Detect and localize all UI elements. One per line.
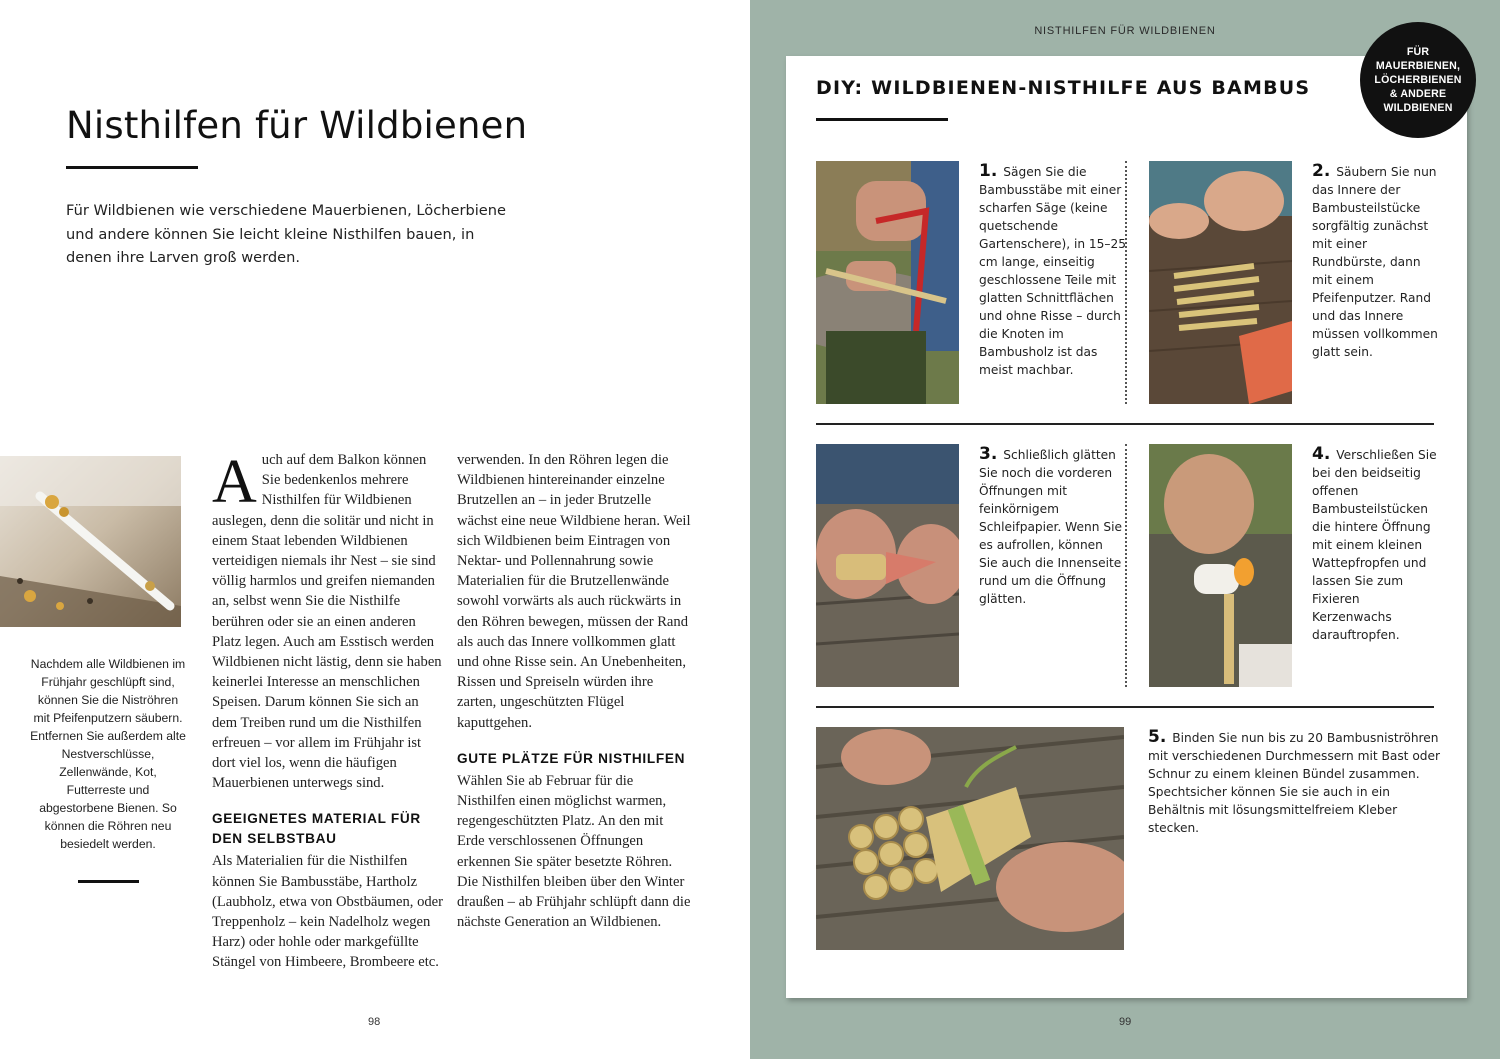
step-1-photo bbox=[816, 161, 959, 404]
step-5-photo bbox=[816, 727, 1124, 950]
subhead-places: GUTE PLÄTZE FÜR NISTHILFEN bbox=[457, 750, 686, 766]
intro-text: Für Wildbienen wie verschiedene Mauerbienen, Löcherbiene und andere können Sie leicht kleine Nisthilfen bauen, in denen ihre Larven groß werden. bbox=[66, 202, 507, 266]
row-divider-1 bbox=[816, 423, 1434, 425]
step-2-number: 2. bbox=[1312, 161, 1331, 181]
page-number-right: 99 bbox=[1119, 1016, 1132, 1028]
step-4-photo bbox=[1149, 444, 1292, 687]
step-4-number: 4. bbox=[1312, 444, 1331, 464]
step-5-text bbox=[1148, 728, 1448, 837]
step-2-photo bbox=[1149, 161, 1292, 404]
step-2-text bbox=[1312, 162, 1442, 361]
step-3-photo bbox=[816, 444, 959, 687]
step-5-number: 5. bbox=[1148, 727, 1167, 747]
bee-nest-photo bbox=[0, 456, 181, 627]
step-1-text bbox=[979, 162, 1127, 379]
page-number-left: 98 bbox=[368, 1016, 381, 1028]
step-3-description: Schließlich glätten Sie noch die vorderen Öffnungen mit feinkörnigem Schleifpapier. Wenn Sie es aufrollen, können Sie auch die Innenseite rund um die Öffnung glätten. bbox=[979, 448, 1122, 606]
step-3-number: 3. bbox=[979, 444, 998, 464]
body-column-1 bbox=[212, 450, 446, 973]
step-5-description: Binden Sie nun bis zu 20 Bambusniströhren mit verschiedenen Durchmessern mit Bast oder Schnur zu einem kleinen Bündel zusammen. Spechtsicher können Sie sie auch in ein Behältnis mit lösungsmittelfreiem Kleber stecken. bbox=[1148, 731, 1441, 835]
diy-title: DIY: WILDBIENEN-NISTHILFE AUS BAMBUS bbox=[816, 77, 1311, 99]
caption-rule bbox=[78, 880, 139, 883]
diy-title-rule bbox=[816, 118, 948, 121]
dotted-divider bbox=[1125, 161, 1127, 404]
dropcap: A bbox=[212, 448, 257, 516]
subhead-material: GEEIGNETES MATERIAL FÜR DEN SELBSTBAU bbox=[212, 811, 421, 847]
body-paragraph-3: Wählen Sie ab Februar für die Nisthilfen einen möglichst warmen, regengeschützten Platz. An den mit Erde verschlossenen Öffnungen erkennen Sie später besetzte Röhren. Die Nisthilfen bleiben über den Winter draußen – ab Frühjahr schlüpft dann die nächste Generation an Wildbienen. bbox=[457, 772, 691, 931]
title-rule bbox=[66, 166, 198, 169]
target-badge: FÜR MAUERBIENEN, LÖCHERBIENEN & ANDERE WILDBIENEN bbox=[1360, 22, 1476, 138]
step-4-description: Verschließen Sie bei den beidseitig offenen Bambusteilstücken die hintere Öffnung mit einem kleinen Wattepfropfen und lassen Sie zum Fixieren Kerzenwachs darauftropfen. bbox=[1312, 448, 1437, 642]
photo-caption: Nachdem alle Wildbienen im Frühjahr geschlüpft sind, können Sie die Niströhren mit Pfeifenputzern säubern. Entfernen Sie außerdem alte Nestverschlüsse, Zellenwände, Kot, Futterreste und abgestorbene Bienen. So können die Röhren neu besiedelt werden. bbox=[30, 657, 186, 851]
diy-card bbox=[786, 46, 1467, 998]
step-2-description: Säubern Sie nun das Innere der Bambusteilstücke sorgfältig zunächst mit einer Rundbürste, dann mit einem Pfeifenputzer. Rand und das Innere müssen vollkommen glatt sein. bbox=[1312, 165, 1438, 359]
right-page bbox=[750, 0, 1500, 1059]
dotted-divider bbox=[1125, 444, 1127, 687]
body-paragraph-2-continued: verwenden. In den Röhren legen die Wildbienen hintereinander einzelne Brutzellen an – in jeder Brutzelle wächst eine neue Wildbiene heran. Weil sich Wildbienen beim Eintragen von Nektar- und Pollennahrung sowie Materialien für die Brutzellenwände sowohl vorwärts als auch rückwärts in den Röhren bewegen, müssen der Rand als auch das Innere vollkommen glatt und ohne Risse sein. An Unebenheiten, Rissen und Spreiseln würden ihre zarten, ungeschützten Flügel kaputtgehen. bbox=[457, 452, 691, 731]
step-3-text bbox=[979, 445, 1124, 608]
body-paragraph-1: uch auf dem Balkon können Sie bedenkenlos mehrere Nisthilfen für Wildbienen auslegen, denn die solitär und nicht in einem Staat lebenden Wildbienen verteidigen niemals ihr Nest – sie sind völlig harmlos und greifen niemanden an, selbst wenn Sie die Nisthilfe berühren oder sie an einen anderen Platz legen. Auch am Esstisch werden Wildbienen nicht lästig, denn sie haben keinerlei Interesse an menschlichen Speisen. Darum können Sie sich an dem Treiben rund um die Nisthilfen erfreuen – vor allem im Frühjahr ist dort viel los, wenn die häufigen Mauerbienen unterwegs sind. bbox=[212, 452, 442, 792]
running-head: NISTHILFEN FÜR WILDBIENEN bbox=[1034, 25, 1216, 37]
row-divider-2 bbox=[816, 706, 1434, 708]
step-4-text bbox=[1312, 445, 1442, 644]
step-1-description: Sägen Sie die Bambusstäbe mit einer scharfen Säge (keine quetschende Gartenschere), in 15–25 cm lange, einseitig geschlossene Teile mit glatten Schnittflächen und ohne Risse – durch die Knoten im Bambusholz ist das meist machbar. bbox=[979, 165, 1127, 377]
body-column-2-text bbox=[457, 450, 691, 932]
step-1-number: 1. bbox=[979, 161, 998, 181]
page-title: Nisthilfen für Wildbienen bbox=[66, 104, 528, 147]
body-paragraph-2: Als Materialien für die Nisthilfen können Sie Bambusstäbe, Hartholz (Laubholz, etwa von Obstbäumen, oder Treppenholz – kein Nadelholz wegen Harz) oder hohle oder markgefüllte Stängel von Himbeere, Brombeere etc. bbox=[212, 853, 443, 971]
